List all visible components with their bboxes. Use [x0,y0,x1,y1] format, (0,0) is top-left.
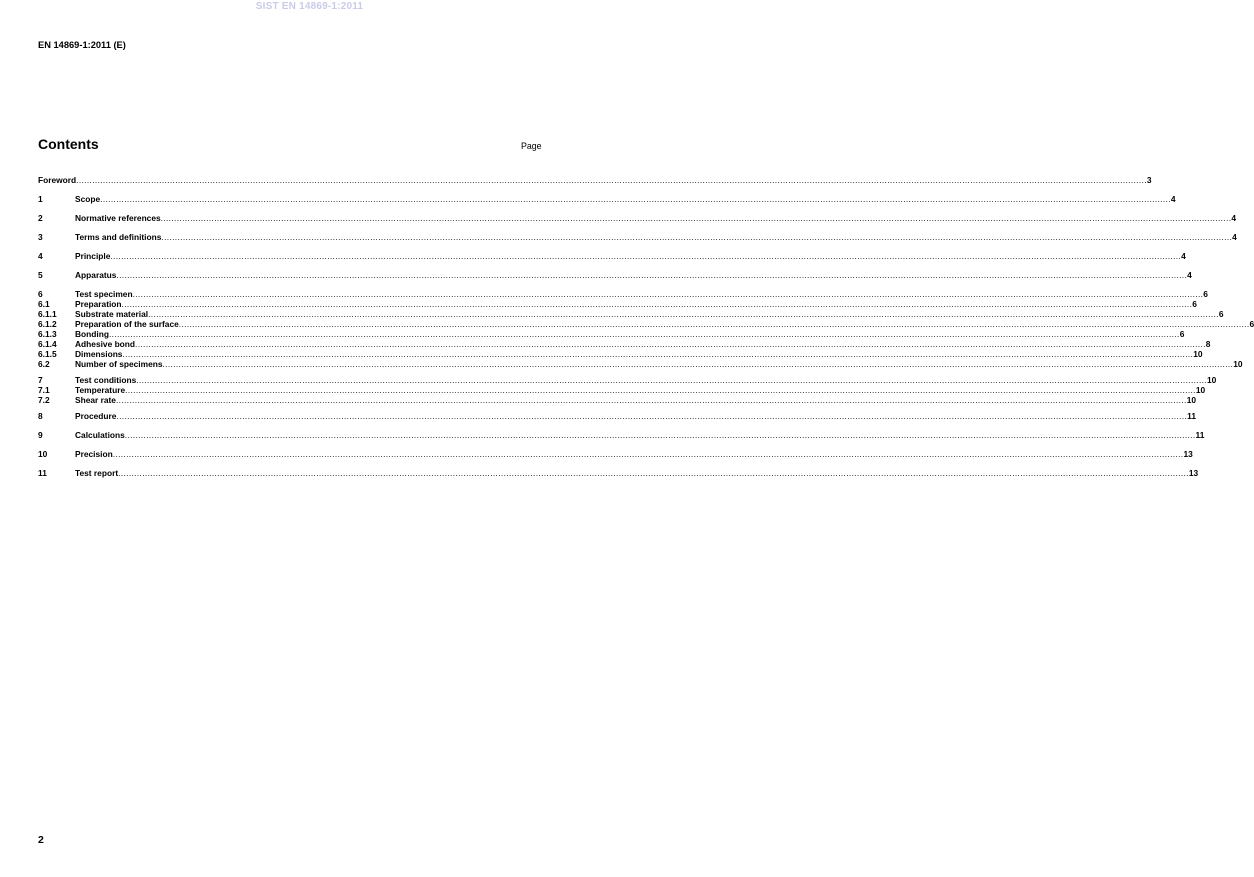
toc-entry-title: Dimensions [75,349,123,359]
table-of-contents [38,175,1254,478]
toc-entry-page: 10 [1207,375,1217,385]
toc-entry-page: 13 [1183,449,1193,459]
toc-entry-page: 6 [1179,329,1185,339]
toc-entry-number: 7.1 [38,385,50,395]
toc-entry-number: Foreword [38,175,77,185]
dot-leader: ................................................................................................................................................................................................................................................................................................................................................................................................................ [125,385,1196,395]
toc-entry-title: Number of specimens [75,359,163,369]
toc-entry-title: Normative references [75,213,161,223]
toc-entry-number: 6.1.5 [38,349,57,359]
toc-entry-page: 4 [1187,270,1192,280]
toc-entry-page: 6 [1192,299,1197,309]
toc-entry-number: 8 [38,411,43,421]
toc-entry-number: 5 [38,270,43,280]
toc-entry-number: 6.1.3 [38,329,57,339]
toc-entry[interactable] [38,411,1197,421]
toc-entry-page: 3 [1146,175,1152,185]
toc-entry-page: 10 [1195,385,1206,395]
toc-entry[interactable] [38,375,1217,385]
toc-entry-number: 3 [38,232,43,242]
watermark: SIST EN 14869-1:2011 [255,1,364,12]
toc-entry-title: Scope [75,194,101,204]
toc-entry-page: 4 [1231,213,1237,223]
toc-entry[interactable] [38,194,1176,204]
dot-leader: ................................................................................................................................................................................................................................................................................................................................................................................................................ [115,395,1187,405]
dot-leader: ................................................................................................................................................................................................................................................................................................................................................................................................................ [136,375,1207,385]
dot-leader: ................................................................................................................................................................................................................................................................................................................................................................................................................ [110,251,1182,261]
toc-entry[interactable] [38,329,1185,339]
toc-entry[interactable] [38,449,1193,459]
toc-entry-title: Calculations [75,430,125,440]
toc-entry-title: Adhesive bond [75,339,136,349]
toc-entry-page: 8 [1205,339,1211,349]
dot-leader: ................................................................................................................................................................................................................................................................................................................................................................................................................ [121,299,1193,309]
footer-page-number: 2 [38,834,44,846]
dot-leader: ................................................................................................................................................................................................................................................................................................................................................................................................................ [108,329,1180,339]
toc-entry-number: 6.2 [38,359,50,369]
toc-entry[interactable] [38,430,1205,440]
toc-entry-title: Test specimen [75,289,133,299]
toc-entry-number: 6.1.2 [38,319,57,329]
toc-entry-title: Apparatus [75,270,117,280]
toc-entry[interactable] [38,299,1197,309]
dot-leader: ................................................................................................................................................................................................................................................................................................................................................................................................................ [178,319,1250,329]
dot-leader: ................................................................................................................................................................................................................................................................................................................................................................................................................ [116,411,1188,421]
toc-entry-page: 4 [1181,251,1186,261]
toc-entry-title: Terms and definitions [75,232,162,242]
toc-entry-page: 6 [1218,309,1224,319]
toc-entry[interactable] [38,232,1237,242]
toc-entry-number: 6.1.4 [38,339,57,349]
dot-leader: ................................................................................................................................................................................................................................................................................................................................................................................................................ [161,232,1233,242]
toc-entry[interactable] [38,175,1152,185]
page-column-label: Page [521,141,542,151]
toc-entry[interactable] [38,251,1186,261]
dot-leader: ................................................................................................................................................................................................................................................................................................................................................................................................................ [118,468,1189,478]
toc-entry-title: Precision [75,449,113,459]
document-id: EN 14869-1:2011 (E) [38,40,126,50]
toc-entry[interactable] [38,395,1197,405]
toc-entry-number: 1 [38,194,43,204]
toc-entry-page: 10 [1193,349,1203,359]
toc-entry-page: 4 [1232,232,1237,242]
toc-entry-title: Preparation of the surface [75,319,179,329]
dot-leader: ................................................................................................................................................................................................................................................................................................................................................................................................................ [160,213,1232,223]
toc-entry-number: 11 [38,468,47,478]
toc-entry-number: 6.1.1 [38,309,57,319]
dot-leader: ................................................................................................................................................................................................................................................................................................................................................................................................................ [135,339,1206,349]
dot-leader: ................................................................................................................................................................................................................................................................................................................................................................................................................ [100,194,1171,204]
dot-leader: ................................................................................................................................................................................................................................................................................................................................................................................................................ [124,430,1196,440]
toc-entry-title: Shear rate [75,395,116,405]
toc-entry[interactable] [38,339,1211,349]
toc-entry-page: 6 [1249,319,1254,329]
toc-entry-number: 10 [38,449,48,459]
toc-entry-number: 6 [38,289,43,299]
toc-entry-title: Bonding [75,329,109,339]
toc-entry-title: Test conditions [75,375,137,385]
toc-entry-page: 13 [1188,468,1199,478]
toc-entry-title: Preparation [75,299,122,309]
toc-entry[interactable] [38,289,1208,299]
toc-entry-title: Principle [75,251,111,261]
toc-entry[interactable] [38,270,1192,280]
toc-entry-page: 11 [1187,411,1197,421]
toc-entry-number: 7.2 [38,395,50,405]
toc-entry-page: 10 [1186,395,1197,405]
toc-entry[interactable] [38,385,1206,395]
dot-leader: ................................................................................................................................................................................................................................................................................................................................................................................................................ [112,449,1184,459]
toc-entry-number: 9 [38,430,43,440]
toc-entry-number: 7 [38,375,43,385]
toc-entry[interactable] [38,359,1243,369]
toc-entry-title: Substrate material [75,309,149,319]
toc-entry-page: 6 [1203,289,1208,299]
dot-leader: ................................................................................................................................................................................................................................................................................................................................................................................................................ [76,175,1147,185]
dot-leader: ................................................................................................................................................................................................................................................................................................................................................................................................................ [132,289,1204,299]
toc-entry[interactable] [38,309,1224,319]
dot-leader: ................................................................................................................................................................................................................................................................................................................................................................................................................ [122,349,1194,359]
toc-entry-page: 10 [1233,359,1243,369]
toc-entry[interactable] [38,213,1237,223]
toc-entry-title: Temperature [75,385,126,395]
toc-entry-number: 2 [38,213,43,223]
toc-entry-page: 11 [1195,430,1205,440]
toc-entry-number: 6.1 [38,299,50,309]
toc-entry[interactable] [38,349,1203,359]
dot-leader: ................................................................................................................................................................................................................................................................................................................................................................................................................ [162,359,1234,369]
dot-leader: ................................................................................................................................................................................................................................................................................................................................................................................................................ [116,270,1188,280]
toc-entry-page: 4 [1170,194,1176,204]
toc-entry-title: Test report [75,468,119,478]
toc-entry[interactable] [38,319,1254,329]
dot-leader: ................................................................................................................................................................................................................................................................................................................................................................................................................ [148,309,1219,319]
toc-entry-title: Procedure [75,411,117,421]
page-title: Contents [38,136,99,152]
toc-entry[interactable] [38,468,1199,478]
toc-entry-number: 4 [38,251,43,261]
